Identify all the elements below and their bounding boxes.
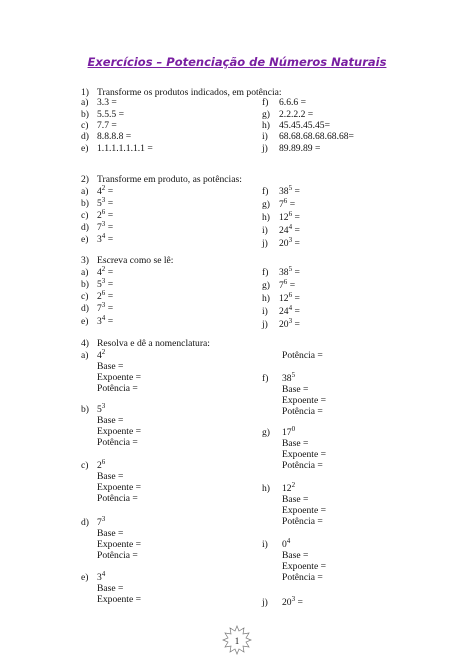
power-exponent: 3 [288, 236, 293, 244]
power-expression [97, 403, 105, 415]
power-base: 5 [97, 279, 102, 290]
power-exponent: 2 [101, 348, 106, 356]
list-item-label: b) [81, 109, 89, 120]
list-item-label: b) [81, 279, 89, 290]
list-item-label: h) [262, 483, 270, 494]
nomenclature-line: Expoente = [97, 372, 142, 383]
power-exponent: 3 [288, 317, 293, 325]
power-base: 12 [279, 212, 289, 223]
nomenclature-line: Expoente = [282, 561, 327, 572]
power-base: 4 [97, 186, 102, 197]
list-item-label: i) [262, 306, 268, 317]
equals-sign: = [105, 210, 114, 221]
power-expression [282, 596, 303, 608]
nomenclature-line: Potência = [282, 460, 323, 471]
nomenclature-line: Base = [97, 583, 124, 594]
power-exponent: 6 [288, 210, 293, 218]
power-exponent: 6 [283, 197, 288, 205]
power-base: 7 [279, 280, 284, 291]
power-expression [279, 211, 300, 223]
power-exponent: 3 [101, 220, 106, 228]
power-base: 3 [97, 316, 102, 327]
power-expression [97, 302, 113, 314]
list-item-label: b) [81, 198, 89, 209]
q4-heading: Resolva e dê a nomenclatura: [97, 338, 210, 349]
list-item: 7.7 = [97, 120, 117, 131]
list-item: 3.3 = [97, 97, 117, 108]
power-base: 17 [282, 427, 292, 438]
power-base: 12 [279, 293, 289, 304]
power-expression [279, 198, 295, 210]
power-exponent: 4 [288, 304, 293, 312]
list-item: 1.1.1.1.1.1.1 = [97, 143, 153, 154]
power-base: 3 [97, 234, 102, 245]
power-base: 20 [282, 597, 292, 608]
power-exponent: 3 [101, 402, 106, 410]
nomenclature-line: Expoente = [282, 395, 327, 406]
equals-sign: = [105, 267, 114, 278]
power-base: 4 [97, 267, 102, 278]
list-item-label: j) [262, 597, 268, 608]
list-item-label: d) [81, 131, 89, 142]
power-expression [97, 278, 113, 290]
list-item-label: i) [262, 131, 268, 142]
nomenclature-line: Base = [97, 361, 124, 372]
equals-sign: = [105, 303, 114, 314]
power-base: 7 [279, 199, 284, 210]
list-item-label: b) [81, 404, 89, 415]
list-item: 5.5.5 = [97, 109, 124, 120]
equals-sign: = [292, 267, 300, 278]
nomenclature-line: Expoente = [97, 426, 142, 437]
equals-sign: = [105, 316, 114, 327]
power-expression [279, 292, 300, 304]
power-exponent: 5 [288, 265, 293, 273]
power-expression [97, 459, 105, 471]
power-exponent: 4 [101, 314, 106, 322]
power-expression [97, 221, 113, 233]
nomenclature-line: Base = [97, 528, 124, 539]
power-exponent: 4 [101, 570, 106, 578]
list-item-label: c) [81, 210, 89, 221]
power-base: 24 [279, 225, 289, 236]
list-item-label: e) [81, 572, 89, 583]
power-exponent: 4 [286, 537, 291, 545]
list-item-label: g) [262, 199, 270, 210]
power-expression [97, 290, 113, 302]
power-base: 7 [97, 222, 102, 233]
power-exponent: 3 [101, 196, 106, 204]
nomenclature-line: Expoente = [97, 594, 142, 605]
nomenclature-line: Expoente = [97, 482, 142, 493]
nomenclature-line: Base = [282, 550, 309, 561]
list-item: 8.8.8.8 = [97, 131, 132, 142]
list-item-label: e) [81, 234, 89, 245]
power-base: 20 [279, 238, 289, 249]
power-exponent: 6 [101, 208, 106, 216]
power-exponent: 6 [283, 278, 288, 286]
list-item-label: j) [262, 143, 268, 154]
power-exponent: 4 [101, 232, 106, 240]
equals-sign: = [287, 199, 296, 210]
power-base: 12 [282, 483, 292, 494]
power-exponent: 5 [288, 184, 293, 192]
power-base: 38 [279, 267, 289, 278]
q4-number: 4) [81, 338, 89, 349]
page-number: 1 [234, 636, 240, 646]
q2-heading: Transforme em produto, as potências: [97, 174, 242, 185]
power-base: 4 [97, 350, 102, 361]
equals-sign: = [105, 279, 114, 290]
power-exponent: 2 [291, 481, 296, 489]
power-base: 7 [97, 303, 102, 314]
list-item-label: d) [81, 303, 89, 314]
list-item-label: g) [262, 109, 270, 120]
equals-sign: = [105, 291, 114, 302]
list-item-label: h) [262, 120, 270, 131]
power-expression [97, 185, 113, 197]
power-expression [279, 279, 295, 291]
equals-sign: = [292, 212, 300, 223]
power-expression [97, 266, 113, 278]
equals-sign: = [287, 280, 296, 291]
list-item-label: e) [81, 316, 89, 327]
nomenclature-line: Base = [97, 415, 124, 426]
power-base: 2 [97, 210, 102, 221]
power-expression [282, 426, 295, 438]
power-base: 2 [97, 460, 102, 471]
equals-sign: = [105, 186, 114, 197]
power-expression [279, 266, 300, 278]
list-item-label: a) [81, 97, 89, 108]
equals-sign: = [292, 319, 300, 330]
power-exponent: 3 [291, 595, 296, 603]
power-base: 5 [97, 198, 102, 209]
power-expression [97, 516, 105, 528]
list-item-label: e) [81, 143, 89, 154]
list-item-label: d) [81, 517, 89, 528]
power-base: 5 [97, 404, 102, 415]
q3-heading: Escreva como se lê: [97, 255, 174, 266]
power-base: 24 [279, 306, 289, 317]
power-exponent: 6 [101, 289, 106, 297]
list-item-label: j) [262, 319, 268, 330]
list-item-label: j) [262, 238, 268, 249]
nomenclature-line: Potência = [282, 516, 323, 527]
equals-sign: = [105, 198, 114, 209]
nomenclature-line: Potência = [97, 383, 138, 394]
list-item: 68.68.68.68.68.68= [279, 131, 354, 142]
power-base: 20 [279, 319, 289, 330]
power-exponent: 0 [291, 425, 296, 433]
equals-sign: = [292, 225, 300, 236]
list-item-label: h) [262, 293, 270, 304]
power-base: 0 [282, 539, 287, 550]
list-item-label: c) [81, 291, 89, 302]
nomenclature-line: Expoente = [282, 505, 327, 516]
nomenclature-line: Potência = [97, 493, 138, 504]
list-item: 2.2.2.2 = [279, 109, 314, 120]
list-item-label: f) [262, 186, 269, 197]
power-expression [97, 209, 113, 221]
list-item-label: f) [262, 267, 269, 278]
equals-sign: = [292, 306, 300, 317]
power-exponent: 5 [291, 371, 296, 379]
equals-sign: = [292, 293, 300, 304]
list-item-label: h) [262, 212, 270, 223]
power-expression [282, 482, 295, 494]
list-item-label: a) [81, 350, 89, 361]
list-item: 45.45.45.45= [279, 120, 330, 131]
list-item-label: a) [81, 267, 89, 278]
equals-sign: = [295, 597, 303, 608]
power-exponent: 6 [101, 458, 106, 466]
list-item-label: c) [81, 460, 89, 471]
nomenclature-line: Potência = [97, 437, 138, 448]
power-expression [279, 185, 300, 197]
list-item-label: g) [262, 427, 270, 438]
equals-sign: = [292, 238, 300, 249]
list-item-label: f) [262, 97, 269, 108]
power-expression [282, 372, 295, 384]
equals-sign: = [292, 186, 300, 197]
power-base: 7 [97, 517, 102, 528]
list-item-label: a) [81, 186, 89, 197]
q1-number: 1) [81, 87, 89, 98]
list-item-label: i) [262, 225, 268, 236]
nomenclature-line: Base = [282, 438, 309, 449]
power-exponent: 3 [101, 515, 106, 523]
q3-number: 3) [81, 255, 89, 266]
power-base: 38 [282, 373, 292, 384]
power-expression [97, 571, 105, 583]
nomenclature-line: Base = [97, 471, 124, 482]
list-item-label: i) [262, 539, 268, 550]
nomenclature-line: Potência = [97, 550, 138, 561]
nomenclature-line: Expoente = [282, 449, 327, 460]
nomenclature-line: Base = [282, 384, 309, 395]
power-exponent: 3 [101, 277, 106, 285]
power-expression [282, 538, 290, 550]
equals-sign: = [105, 234, 114, 245]
power-base: 3 [97, 572, 102, 583]
nomenclature-line: Potência = [282, 572, 323, 583]
power-exponent: 6 [288, 291, 293, 299]
power-exponent: 3 [101, 301, 106, 309]
equals-sign: = [105, 222, 114, 233]
list-item: 89.89.89 = [279, 143, 321, 154]
list-item-label: f) [262, 373, 269, 384]
nomenclature-line: Expoente = [97, 539, 142, 550]
power-expression [97, 233, 113, 245]
nomenclature-line: Potência = [282, 350, 323, 361]
list-item-label: c) [81, 120, 89, 131]
power-expression [279, 224, 300, 236]
q2-number: 2) [81, 174, 89, 185]
power-expression [279, 318, 300, 330]
power-exponent: 2 [101, 265, 106, 273]
q1-heading: Transforme os produtos indicados, em potência: [97, 87, 282, 98]
power-expression [279, 237, 300, 249]
power-base: 38 [279, 186, 289, 197]
power-exponent: 4 [288, 223, 293, 231]
power-expression [97, 349, 105, 361]
nomenclature-line: Potência = [282, 406, 323, 417]
power-exponent: 2 [101, 184, 106, 192]
power-expression [97, 197, 113, 209]
page-title: Exercícios – Potenciação de Números Naturais [87, 55, 387, 69]
power-expression [97, 315, 113, 327]
list-item-label: g) [262, 280, 270, 291]
power-expression [279, 305, 300, 317]
power-base: 2 [97, 291, 102, 302]
nomenclature-line: Base = [282, 494, 309, 505]
list-item: 6.6.6 = [279, 97, 306, 108]
list-item-label: d) [81, 222, 89, 233]
